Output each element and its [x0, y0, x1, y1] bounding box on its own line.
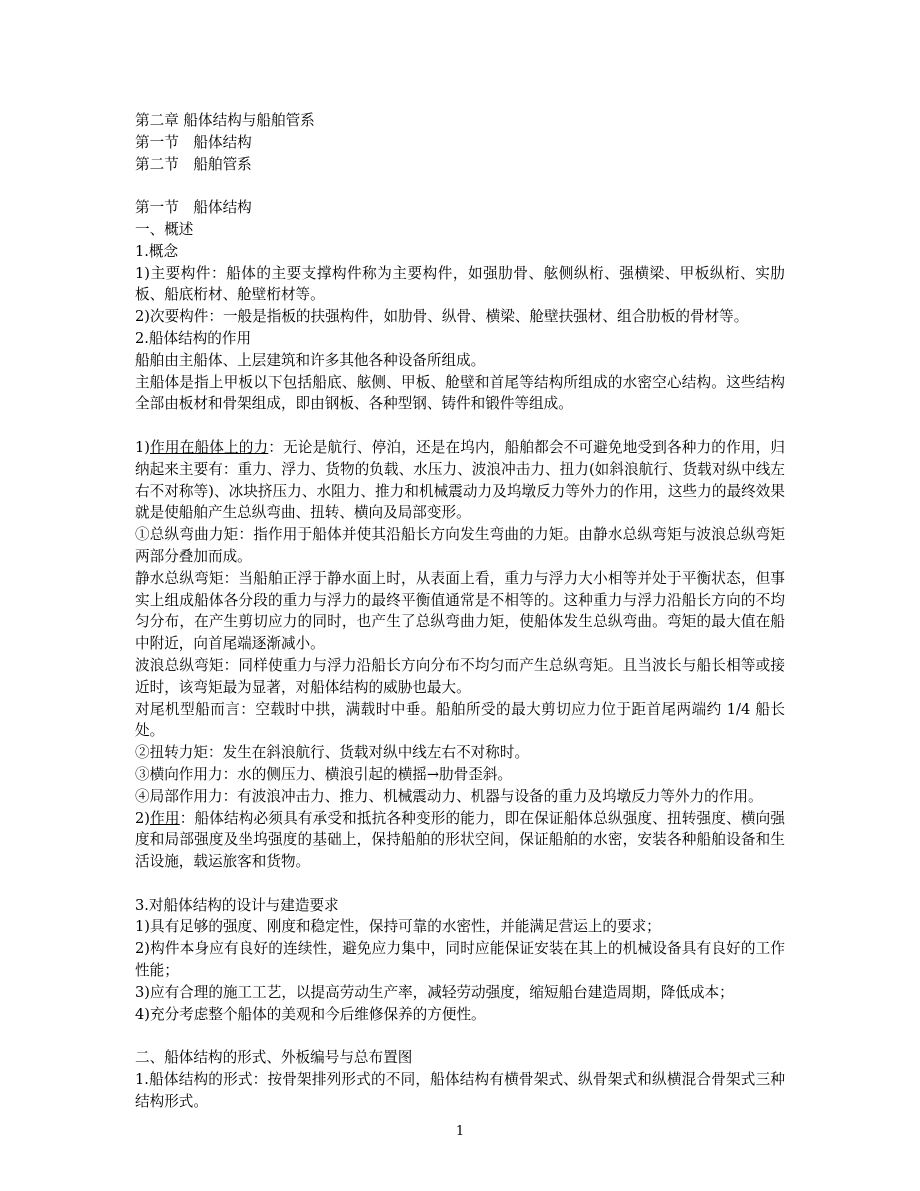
toc-section-2: 第二节 船舶管系: [135, 155, 252, 173]
requirements-heading: 3.对船体结构的设计与建造要求: [135, 896, 339, 914]
stern-engine-paragraph: 对尾机型船而言：空载时中拱，满载时中垂。船舶所受的最大剪切应力位于距首尾两端约 1/4 船长处。: [135, 700, 785, 740]
chapter-title: 第二章 船体结构与船舶管系: [135, 112, 315, 129]
still-water-paragraph: 静水总纵弯矩：当船舶正浮于静水面上时，从表面上看，重力与浮力大小相等并处于平衡状态，但事实上组成船体各分段的重力与浮力的最终平衡值通常是不相等的。这种重力与浮力沿船长方向的不均匀分布，在产生剪切应力的同时，也产生了总纵弯曲力矩，使船体发生总纵弯曲。弯矩的最大值在船中附近，向首尾端逐渐减小。: [135, 569, 785, 653]
page-number: 1: [455, 1124, 465, 1139]
wave-paragraph: 波浪总纵弯矩：同样使重力与浮力沿船长方向分布不均匀而产生总纵弯矩。且当波长与船长相等或接近时，该弯矩最为显著，对船体结构的威胁也最大。: [135, 656, 785, 696]
structure-forms-paragraph: 1.船体结构的形式：按骨架排列形式的不同，船体结构有横骨架式、纵骨架式和纵横混合骨架式三种结构形式。: [135, 1071, 785, 1110]
requirement-1: 1)具有足够的强度、刚度和稳定性，保持可靠的水密性，并能满足营运上的要求；: [135, 918, 661, 936]
forces-prefix: 1): [135, 438, 150, 456]
concept-main-members: 1)主要构件：船体的主要支撑构件称为主要构件，如强肋骨、舷侧纵桁、强横梁、甲板纵桁、实肋板、船底桁材、舱壁桁材等。: [135, 264, 785, 304]
requirement-3: 3)应有合理的施工工艺，以提高劳动生产率，减轻劳动强度，缩短船台建造周期，降低成本；: [135, 983, 734, 1001]
blank-line: [135, 1025, 785, 1047]
transverse-paragraph: ③横向作用力：水的侧压力、横浪引起的横摇→肋骨歪斜。: [135, 765, 513, 783]
bending-moment-paragraph: ①总纵弯曲力矩：指作用于船体并使其沿船长方向发生弯曲的力矩。由静水总纵弯矩与波浪总纵弯矩两部分叠加而成。: [135, 526, 785, 565]
part-2-heading: 二、船体结构的形式、外板编号与总布置图: [135, 1049, 413, 1067]
role-heading: 2.船体结构的作用: [135, 329, 252, 347]
part-1-heading: 一、概述: [135, 220, 194, 238]
function-paragraph: [135, 808, 785, 873]
function-prefix: 2): [135, 809, 150, 827]
function-label: 作用: [149, 809, 180, 827]
forces-text: ：无论是航行、停泊，还是在坞内，船舶都会不可避免地受到各种力的作用，归纳起来主要有：重力、浮力、货物的负载、水压力、波浪冲击力、扭力(如斜浪航行、货载对纵中线左右不对称等)、冰块挤压力、水阻力、推力和机械震动力及坞墩反力等外力的作用，这些力的最终效果就是使船舶产生总纵弯曲、扭转、横向及局部变形。: [135, 438, 785, 522]
forces-paragraph: [135, 437, 785, 524]
toc-section-1: 第一节 船体结构: [135, 133, 252, 151]
blank-line: [135, 175, 785, 197]
role-intro-1: 船舶由主船体、上层建筑和许多其他各种设备所组成。: [135, 351, 486, 369]
concept-heading: 1.概念: [135, 242, 179, 260]
function-text: ：船体结构必须具有承受和抵抗各种变形的能力，即在保证船体总纵强度、扭转强度、横向强度和局部强度及坐坞强度的基础上，保持船舶的形状空间，保证船舶的水密，安装各种船舶设备和生活设施，载运旅客和货物。: [135, 809, 785, 871]
requirement-2: 2)构件本身应有良好的连续性，避免应力集中，同时应能保证安装在其上的机械设备具有良好的工作性能；: [135, 940, 785, 980]
requirement-4: 4)充分考虑整个船体的美观和今后维修保养的方便性。: [135, 1005, 486, 1023]
blank-line: [135, 873, 785, 895]
forces-label: 作用在船体上的力: [149, 438, 269, 456]
torsion-paragraph: ②扭转力矩：发生在斜浪航行、货载对纵中线左右不对称时。: [135, 744, 530, 762]
document-body: [135, 110, 785, 1113]
blank-line: [135, 415, 785, 437]
role-intro-2: 主船体是指上甲板以下包括船底、舷侧、甲板、舱壁和首尾等结构所组成的水密空心结构。这些结构全部由板材和骨架组成，即由钢板、各种型钢、铸件和锻件等组成。: [135, 373, 785, 413]
local-paragraph: ④局部作用力：有波浪冲击力、推力、机械震动力、机器与设备的重力及坞墩反力等外力的作用。: [135, 787, 763, 805]
section-heading: 第一节 船体结构: [135, 199, 252, 217]
concept-secondary-members: 2)次要构件：一般是指板的扶强构件，如肋骨、纵骨、横梁、舱壁扶强材、组合肋板的骨材等。: [135, 308, 749, 326]
